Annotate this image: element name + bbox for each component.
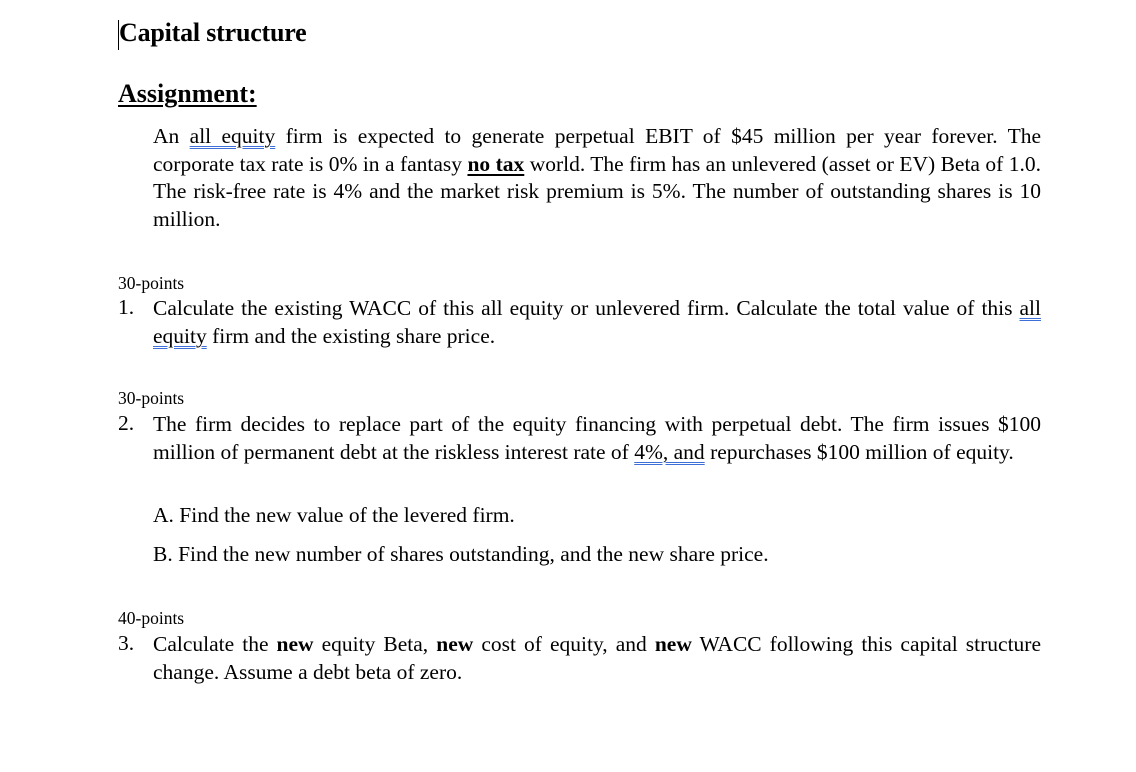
question-text: The firm decides to replace part of the equity financing with perpetual debt. The firm issues $100 million of permanent debt at the riskless interest rate of [153,412,1041,464]
intro-text: firm is expected to generate perpetual EBIT of $45 million per year forever. The corporate tax rate is 0% in a fantasy [153,124,1042,176]
emphasis-no-tax: no tax [467,151,525,176]
spellcheck-phrase: all equity [189,124,276,148]
bold-new: new [436,632,474,656]
question-text: equity Beta, [313,632,437,656]
question-1-text [153,295,1041,350]
bold-new: new [276,632,314,656]
question-text: Calculate the [153,632,277,656]
bold-new: new [654,632,692,656]
spellcheck-phrase: 4%, and [634,439,705,464]
question-text: WACC following this capital structure change. Assume a debt beta of zero. [153,632,1041,684]
question-2-number: 2. [118,411,135,435]
intro-paragraph [153,123,1041,233]
page-title: Capital structure [119,18,307,47]
question-2-text [153,411,1041,466]
question-text: repurchases $100 million of equity. [704,439,1014,464]
question-1-points: 30-points [118,273,185,293]
question-1-number: 1. [118,295,135,319]
question-3-text [153,631,1041,686]
intro-text: world. The firm has an unlevered (asset or EV) Beta of 1.0. The risk-free rate is 4% and the market risk premium is 5%. The number of outstanding shares is 10 million. [153,151,1042,231]
question-text: cost of equity, and [473,632,655,656]
intro-text: An [153,124,190,148]
spellcheck-phrase: all equity [153,296,1041,348]
question-3-number: 3. [118,631,135,655]
question-2-part-b: B. Find the new number of shares outstanding, and the new share price. [153,542,769,566]
question-text: firm and the existing share price. [206,323,496,348]
question-text: Calculate the existing WACC of this all equity or unlevered firm. Calculate the total value of this [153,296,1020,320]
question-2-part-a: A. Find the new value of the levered firm. [153,503,515,527]
assignment-heading: Assignment: [118,79,257,108]
question-2-points: 30-points [118,388,185,408]
question-3-points: 40-points [118,608,185,628]
